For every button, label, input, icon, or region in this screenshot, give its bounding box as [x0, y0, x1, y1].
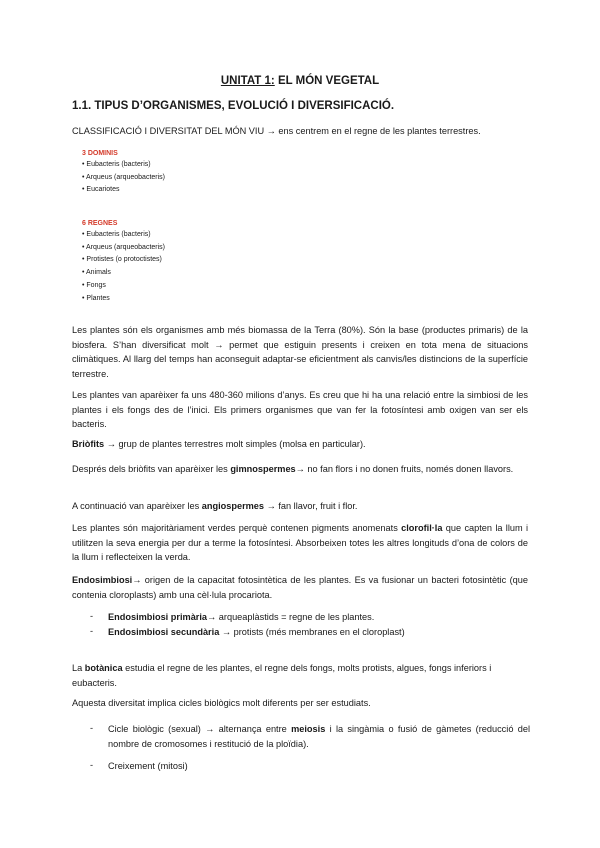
domains-heading: 3 DOMINIS [82, 150, 118, 157]
term-endosimbiosi: Endosimbiosi [72, 575, 133, 585]
clorofil-text: que capten la llum i utilitzen la seva energia per dur a terme la fotosíntesi. Absorbeixen totes les altres longituds d’ona de colors de la llum i reflecteixen la verda. [72, 523, 529, 562]
dash-marker: - [90, 723, 94, 733]
briofits-text: → grup de plantes terrestres molt simples (molsa en particular). [104, 439, 366, 449]
primaria-text: → arqueaplàstids = regne de les plantes. [207, 612, 375, 622]
list-item: • Plantes [82, 293, 165, 306]
unit-title [0, 75, 600, 87]
list-item: • Eubacteris (bacteris) [82, 229, 165, 242]
paragraph-origin: Les plantes van aparèixer fa uns 480-360 milions d’anys. Es creu que hi ha una relació entre la simbiosi de les plantes i els fongs des de l’inici. Els primers organismes que van fer la fotosíntesi amb oxigen van ser els bacteris. [72, 390, 528, 429]
list-item: • Protistes (o protoctistes) [82, 254, 165, 267]
list-item: • Animals [82, 267, 165, 280]
secundaria-text: → protists (més membranes en el cloroplast) [219, 627, 405, 637]
unit-title-text: EL MÓN VEGETAL [274, 75, 380, 87]
angio-text: → fan llavor, fruit i flor. [264, 501, 358, 511]
paragraph-clorofil [72, 521, 528, 565]
unit-title-number: UNITAT 1: [220, 75, 275, 87]
list-item: • Eucariotes [82, 184, 165, 197]
clorofil-pre: Les plantes són majoritàriament verdes perquè contenen pigments anomenats [72, 523, 402, 533]
paragraph-gimnospermes [72, 462, 528, 477]
term-angiospermes: angiospermes [201, 501, 265, 511]
term-gimnospermes: gimnospermes [230, 464, 296, 474]
list-item: • Arqueus (arqueobacteris) [82, 242, 165, 255]
kingdoms-list [82, 229, 165, 305]
domains-block [82, 150, 165, 197]
list-item [108, 722, 530, 751]
dash-marker: - [90, 626, 94, 636]
dash-marker: - [90, 611, 94, 621]
term-primaria: Endosimbiosi primària [108, 612, 208, 622]
paragraph-biomass: Les plantes són els organismes amb més biomassa de la Terra (80%). Són la base (productes primaris) de la biosfera. S’han diversificat molt → permet que estiguin presents i creixen en tota mena de situacions climàtiques. Al llarg del temps han aconseguit adaptar-se eficientment als canvis/les distincions de la superfície terrestre. [72, 325, 528, 379]
endo-text: → origen de la capacitat fotosintètica de les plantes. Es va fusionar un bacteri fotosintètic (que contenia cloroplasts) amb una cèl·lula procariota. [72, 575, 528, 600]
paragraph-botanica [72, 661, 528, 690]
cycle-text: i la singàmia o fusió de gàmetes (reducció del nombre de cromosomes i restitució de la ploïdia). [108, 724, 530, 749]
list-item [108, 610, 528, 625]
list-item: • Eubacteris (bacteris) [82, 159, 165, 172]
section-heading: 1.1. TIPUS D’ORGANISMES, EVOLUCIÓ I DIVERSIFICACIÓ. [72, 100, 395, 112]
paragraph-diversity: Aquesta diversitat implica cicles biològics molt diferents per ser estudiats. [72, 698, 371, 708]
domains-list [82, 159, 165, 197]
term-clorofil: clorofil·la [401, 523, 443, 533]
paragraph-briofits [72, 437, 528, 452]
paragraph-endosimbiosi [72, 573, 528, 602]
term-meiosis: meiosis [291, 724, 326, 734]
list-item: • Arqueus (arqueobacteris) [82, 172, 165, 185]
dash-marker: - [90, 760, 94, 770]
gimno-pre: Després dels briòfits van aparèixer les [72, 464, 231, 474]
list-item [108, 759, 528, 774]
term-secundaria: Endosimbiosi secundària [108, 627, 220, 637]
list-item: • Fongs [82, 280, 165, 293]
growth-text: Creixement (mitosi) [108, 761, 188, 771]
gimno-text: → no fan flors i no donen fruits, només donen llavors. [295, 464, 514, 474]
kingdoms-heading: 6 REGNES [82, 220, 118, 227]
cycle-pre: Cicle biològic (sexual) → alternança entre [108, 724, 292, 734]
paragraph-angiospermes [72, 499, 528, 514]
term-briofits: Briòfits [72, 439, 105, 449]
botanica-text: estudia el regne de les plantes, el regne dels fongs, molts protists, algues, fongs inferiors i eubacteris. [72, 663, 492, 688]
botanica-pre: La [72, 663, 85, 673]
list-item [108, 625, 528, 640]
intro-text: CLASSIFICACIÓ I DIVERSITAT DEL MÓN VIU → ens centrem en el regne de les plantes terrestres. [72, 126, 481, 136]
angio-pre: A continuació van aparèixer les [72, 501, 202, 511]
term-botanica: botànica [84, 663, 123, 673]
kingdoms-block [82, 220, 165, 305]
